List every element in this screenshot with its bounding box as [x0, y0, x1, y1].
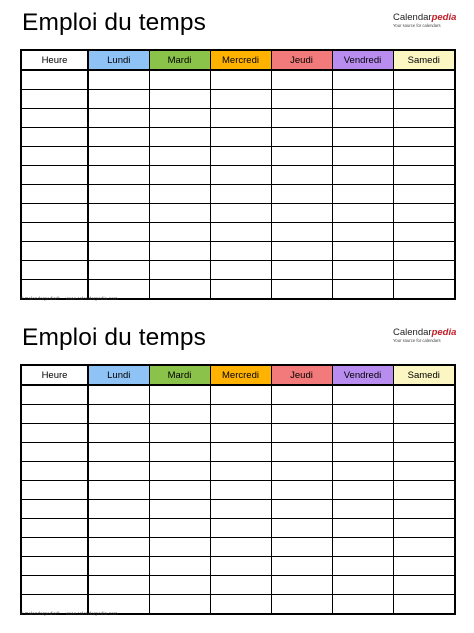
footer-url[interactable]: www.calendarpedia.com	[65, 297, 118, 302]
cell-mercredi[interactable]	[210, 519, 271, 538]
cell-lundi[interactable]	[88, 481, 149, 500]
cell-vendredi[interactable]	[332, 595, 393, 615]
cell-mardi[interactable]	[149, 109, 210, 128]
table-row	[21, 481, 455, 500]
cell-vendredi[interactable]	[332, 557, 393, 576]
cell-heure[interactable]	[21, 242, 88, 261]
table-row	[21, 462, 455, 481]
cell-jeudi[interactable]	[271, 481, 332, 500]
cell-mercredi[interactable]	[210, 90, 271, 109]
column-header-lundi: Lundi	[88, 50, 149, 70]
cell-samedi[interactable]	[393, 90, 455, 109]
cell-heure[interactable]	[21, 443, 88, 462]
cell-lundi[interactable]	[88, 443, 149, 462]
cell-mardi[interactable]	[149, 90, 210, 109]
cell-vendredi[interactable]	[332, 70, 393, 90]
cell-heure[interactable]	[21, 147, 88, 166]
cell-jeudi[interactable]	[271, 109, 332, 128]
column-header-jeudi: Jeudi	[271, 365, 332, 385]
logo-name: Calendarpedia	[393, 327, 457, 338]
column-header-mercredi: Mercredi	[210, 365, 271, 385]
cell-mardi[interactable]	[149, 595, 210, 615]
cell-vendredi[interactable]	[332, 147, 393, 166]
cell-samedi[interactable]	[393, 595, 455, 615]
cell-mardi[interactable]	[149, 443, 210, 462]
cell-mardi[interactable]	[149, 538, 210, 557]
cell-mercredi[interactable]	[210, 242, 271, 261]
cell-vendredi[interactable]	[332, 204, 393, 223]
table-row	[21, 147, 455, 166]
cell-heure[interactable]	[21, 128, 88, 147]
cell-mercredi[interactable]	[210, 147, 271, 166]
cell-jeudi[interactable]	[271, 519, 332, 538]
cell-heure[interactable]	[21, 557, 88, 576]
cell-lundi[interactable]	[88, 500, 149, 519]
footer-credit	[20, 297, 118, 303]
cell-mercredi[interactable]	[210, 424, 271, 443]
cell-samedi[interactable]	[393, 462, 455, 481]
table-row	[21, 166, 455, 185]
cell-mardi[interactable]	[149, 280, 210, 300]
cell-heure[interactable]	[21, 462, 88, 481]
cell-jeudi[interactable]	[271, 280, 332, 300]
cell-mercredi[interactable]	[210, 109, 271, 128]
cell-heure[interactable]	[21, 90, 88, 109]
column-header-samedi: Samedi	[393, 365, 455, 385]
cell-jeudi[interactable]	[271, 90, 332, 109]
cell-jeudi[interactable]	[271, 424, 332, 443]
cell-vendredi[interactable]	[332, 280, 393, 300]
table-row	[21, 90, 455, 109]
cell-samedi[interactable]	[393, 538, 455, 557]
cell-samedi[interactable]	[393, 405, 455, 424]
cell-mardi[interactable]	[149, 128, 210, 147]
column-header-lundi: Lundi	[88, 365, 149, 385]
cell-samedi[interactable]	[393, 242, 455, 261]
cell-mercredi[interactable]	[210, 185, 271, 204]
cell-lundi[interactable]	[88, 405, 149, 424]
cell-samedi[interactable]	[393, 481, 455, 500]
footer-credit	[20, 612, 118, 618]
cell-mercredi[interactable]	[210, 462, 271, 481]
cell-lundi[interactable]	[88, 242, 149, 261]
cell-mardi[interactable]	[149, 185, 210, 204]
cell-vendredi[interactable]	[332, 576, 393, 595]
cell-lundi[interactable]	[88, 424, 149, 443]
footer-copyright: © Calendarpedia®	[20, 297, 60, 302]
cell-mardi[interactable]	[149, 405, 210, 424]
cell-mercredi[interactable]	[210, 280, 271, 300]
cell-vendredi[interactable]	[332, 185, 393, 204]
table-row	[21, 385, 455, 405]
column-header-heure: Heure	[21, 365, 88, 385]
table-row	[21, 70, 455, 90]
cell-vendredi[interactable]	[332, 109, 393, 128]
cell-lundi[interactable]	[88, 147, 149, 166]
cell-mercredi[interactable]	[210, 204, 271, 223]
cell-mardi[interactable]	[149, 204, 210, 223]
table-row	[21, 261, 455, 280]
cell-mercredi[interactable]	[210, 443, 271, 462]
cell-jeudi[interactable]	[271, 538, 332, 557]
table-row	[21, 519, 455, 538]
table-row	[21, 424, 455, 443]
cell-mardi[interactable]	[149, 557, 210, 576]
cell-samedi[interactable]	[393, 147, 455, 166]
cell-vendredi[interactable]	[332, 385, 393, 405]
cell-vendredi[interactable]	[332, 481, 393, 500]
cell-lundi[interactable]	[88, 70, 149, 90]
cell-lundi[interactable]	[88, 576, 149, 595]
timetable	[20, 364, 456, 615]
cell-mardi[interactable]	[149, 261, 210, 280]
cell-vendredi[interactable]	[332, 166, 393, 185]
column-header-heure: Heure	[21, 50, 88, 70]
cell-samedi[interactable]	[393, 70, 455, 90]
cell-mercredi[interactable]	[210, 500, 271, 519]
cell-lundi[interactable]	[88, 385, 149, 405]
cell-heure[interactable]	[21, 576, 88, 595]
cell-mercredi[interactable]	[210, 261, 271, 280]
cell-jeudi[interactable]	[271, 500, 332, 519]
column-header-jeudi: Jeudi	[271, 50, 332, 70]
cell-jeudi[interactable]	[271, 166, 332, 185]
cell-vendredi[interactable]	[332, 500, 393, 519]
page-title: Emploi du temps	[22, 9, 206, 36]
cell-jeudi[interactable]	[271, 261, 332, 280]
cell-mardi[interactable]	[149, 223, 210, 242]
cell-mercredi[interactable]	[210, 70, 271, 90]
table-row	[21, 128, 455, 147]
cell-mercredi[interactable]	[210, 128, 271, 147]
cell-heure[interactable]	[21, 223, 88, 242]
cell-jeudi[interactable]	[271, 557, 332, 576]
column-header-mardi: Mardi	[149, 50, 210, 70]
cell-jeudi[interactable]	[271, 185, 332, 204]
cell-mardi[interactable]	[149, 147, 210, 166]
cell-jeudi[interactable]	[271, 242, 332, 261]
cell-mercredi[interactable]	[210, 223, 271, 242]
footer-copyright: © Calendarpedia®	[20, 612, 60, 617]
cell-jeudi[interactable]	[271, 443, 332, 462]
cell-vendredi[interactable]	[332, 405, 393, 424]
cell-mercredi[interactable]	[210, 481, 271, 500]
cell-samedi[interactable]	[393, 128, 455, 147]
cell-samedi[interactable]	[393, 204, 455, 223]
cell-vendredi[interactable]	[332, 261, 393, 280]
cell-samedi[interactable]	[393, 166, 455, 185]
cell-lundi[interactable]	[88, 557, 149, 576]
header-row	[21, 365, 455, 385]
cell-heure[interactable]	[21, 481, 88, 500]
page-title: Emploi du temps	[22, 324, 206, 351]
cell-samedi[interactable]	[393, 109, 455, 128]
cell-mercredi[interactable]	[210, 385, 271, 405]
cell-lundi[interactable]	[88, 109, 149, 128]
cell-lundi[interactable]	[88, 223, 149, 242]
cell-lundi[interactable]	[88, 90, 149, 109]
cell-lundi[interactable]	[88, 185, 149, 204]
table-row	[21, 204, 455, 223]
cell-lundi[interactable]	[88, 519, 149, 538]
cell-heure[interactable]	[21, 519, 88, 538]
cell-vendredi[interactable]	[332, 519, 393, 538]
cell-jeudi[interactable]	[271, 70, 332, 90]
cell-heure[interactable]	[21, 166, 88, 185]
cell-heure[interactable]	[21, 424, 88, 443]
cell-lundi[interactable]	[88, 462, 149, 481]
logo-tagline: Your source for calendars	[393, 23, 441, 28]
cell-jeudi[interactable]	[271, 462, 332, 481]
column-header-mercredi: Mercredi	[210, 50, 271, 70]
cell-lundi[interactable]	[88, 204, 149, 223]
table-row	[21, 576, 455, 595]
cell-samedi[interactable]	[393, 500, 455, 519]
cell-mercredi[interactable]	[210, 166, 271, 185]
cell-mardi[interactable]	[149, 462, 210, 481]
cell-heure[interactable]	[21, 261, 88, 280]
cell-jeudi[interactable]	[271, 147, 332, 166]
header-row	[21, 50, 455, 70]
cell-mardi[interactable]	[149, 166, 210, 185]
cell-heure[interactable]	[21, 385, 88, 405]
cell-heure[interactable]	[21, 204, 88, 223]
cell-mardi[interactable]	[149, 385, 210, 405]
cell-jeudi[interactable]	[271, 595, 332, 615]
cell-jeudi[interactable]	[271, 405, 332, 424]
cell-samedi[interactable]	[393, 223, 455, 242]
logo-name: Calendarpedia	[393, 12, 457, 23]
cell-jeudi[interactable]	[271, 223, 332, 242]
cell-mercredi[interactable]	[210, 538, 271, 557]
cell-mardi[interactable]	[149, 519, 210, 538]
cell-mercredi[interactable]	[210, 557, 271, 576]
cell-vendredi[interactable]	[332, 242, 393, 261]
cell-lundi[interactable]	[88, 128, 149, 147]
cell-samedi[interactable]	[393, 424, 455, 443]
table-row	[21, 242, 455, 261]
column-header-vendredi: Vendredi	[332, 365, 393, 385]
cell-samedi[interactable]	[393, 557, 455, 576]
column-header-samedi: Samedi	[393, 50, 455, 70]
cell-vendredi[interactable]	[332, 223, 393, 242]
cell-heure[interactable]	[21, 70, 88, 90]
cell-samedi[interactable]	[393, 185, 455, 204]
table-row	[21, 185, 455, 204]
logo-tagline: Your source for calendars	[393, 338, 441, 343]
column-header-mardi: Mardi	[149, 365, 210, 385]
timetable-body	[21, 385, 455, 614]
cell-mardi[interactable]	[149, 576, 210, 595]
cell-heure[interactable]	[21, 538, 88, 557]
cell-mardi[interactable]	[149, 500, 210, 519]
timetable-body	[21, 70, 455, 299]
cell-samedi[interactable]	[393, 385, 455, 405]
cell-vendredi[interactable]	[332, 424, 393, 443]
footer-url[interactable]: www.calendarpedia.com	[65, 612, 118, 617]
cell-lundi[interactable]	[88, 261, 149, 280]
cell-heure[interactable]	[21, 185, 88, 204]
cell-heure[interactable]	[21, 405, 88, 424]
calendarpedia-logo	[393, 12, 457, 29]
cell-mercredi[interactable]	[210, 576, 271, 595]
cell-vendredi[interactable]	[332, 538, 393, 557]
cell-samedi[interactable]	[393, 280, 455, 300]
cell-samedi[interactable]	[393, 261, 455, 280]
table-row	[21, 223, 455, 242]
cell-mardi[interactable]	[149, 70, 210, 90]
cell-lundi[interactable]	[88, 538, 149, 557]
calendarpedia-logo	[393, 327, 457, 344]
cell-samedi[interactable]	[393, 519, 455, 538]
cell-mardi[interactable]	[149, 424, 210, 443]
table-row	[21, 557, 455, 576]
cell-samedi[interactable]	[393, 443, 455, 462]
table-row	[21, 405, 455, 424]
cell-mercredi[interactable]	[210, 405, 271, 424]
cell-heure[interactable]	[21, 109, 88, 128]
cell-mardi[interactable]	[149, 242, 210, 261]
table-row	[21, 443, 455, 462]
table-row	[21, 538, 455, 557]
cell-vendredi[interactable]	[332, 90, 393, 109]
cell-vendredi[interactable]	[332, 462, 393, 481]
cell-jeudi[interactable]	[271, 385, 332, 405]
table-row	[21, 500, 455, 519]
cell-jeudi[interactable]	[271, 204, 332, 223]
column-header-vendredi: Vendredi	[332, 50, 393, 70]
cell-samedi[interactable]	[393, 576, 455, 595]
cell-heure[interactable]	[21, 500, 88, 519]
timetable	[20, 49, 456, 300]
cell-vendredi[interactable]	[332, 128, 393, 147]
cell-jeudi[interactable]	[271, 576, 332, 595]
table-row	[21, 109, 455, 128]
cell-vendredi[interactable]	[332, 443, 393, 462]
cell-mercredi[interactable]	[210, 595, 271, 615]
cell-jeudi[interactable]	[271, 128, 332, 147]
cell-lundi[interactable]	[88, 166, 149, 185]
cell-mardi[interactable]	[149, 481, 210, 500]
